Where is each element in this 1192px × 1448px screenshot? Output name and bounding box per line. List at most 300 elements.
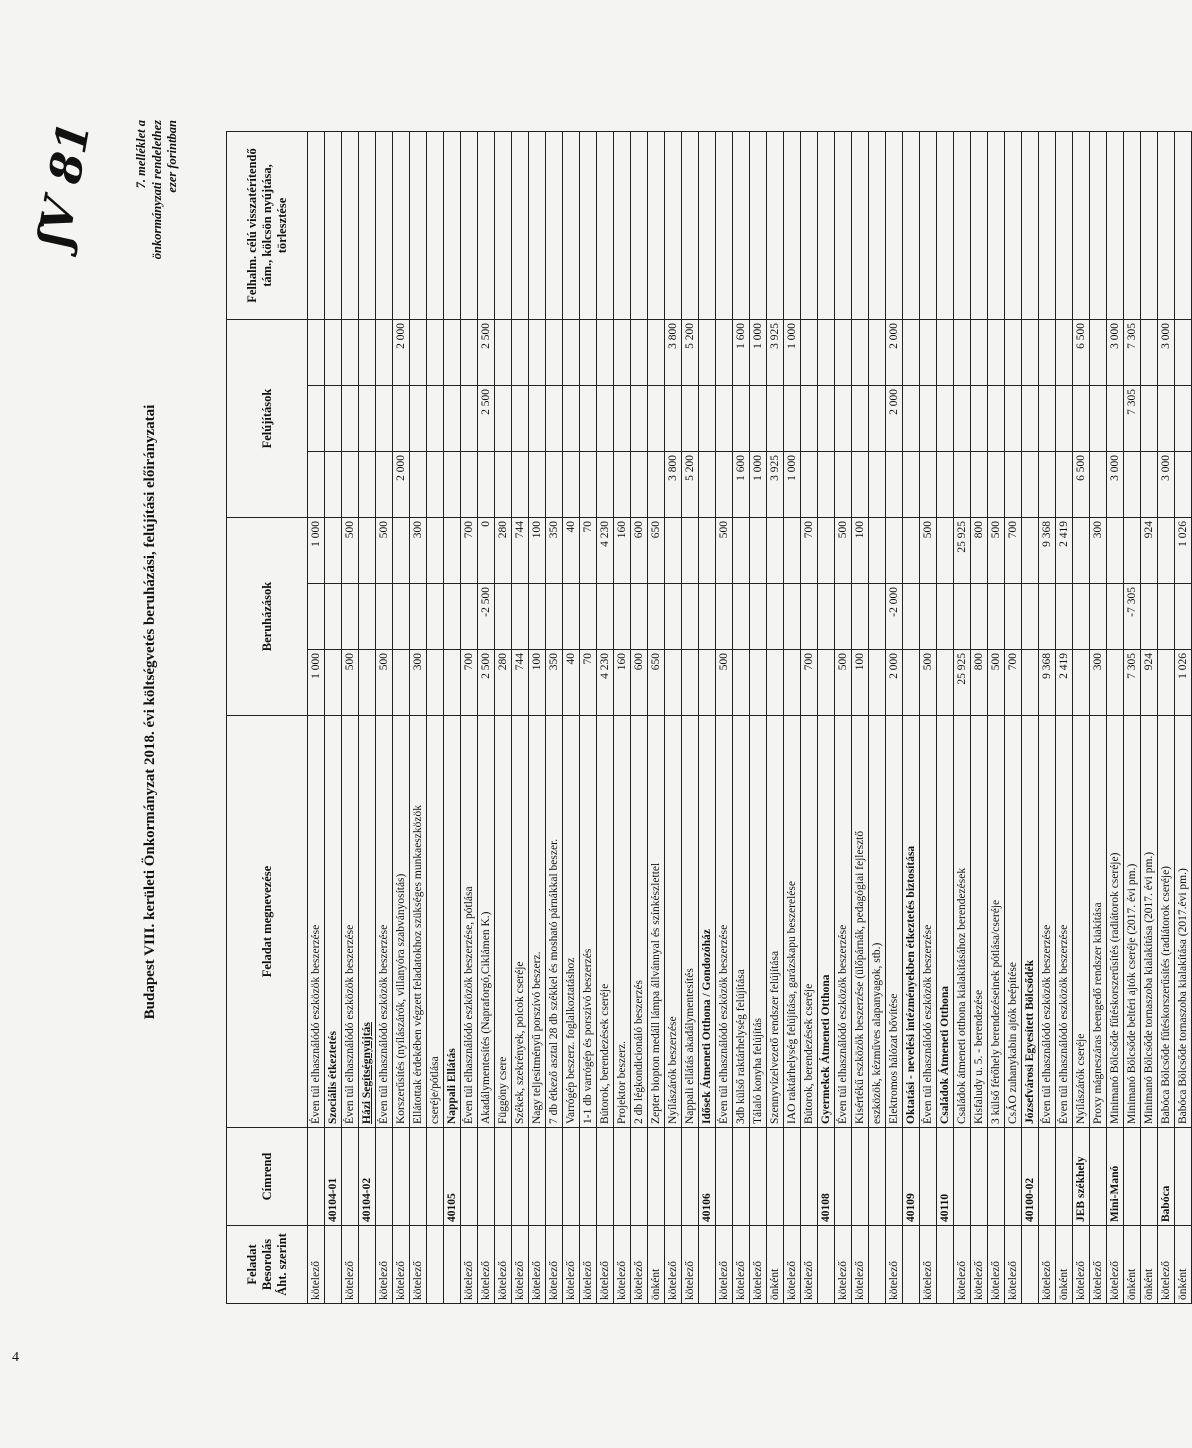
cell-c4: 500	[716, 650, 733, 716]
cell-c5	[954, 584, 971, 650]
cell-c1: kötelező	[1090, 1226, 1107, 1304]
cell-c7: 3 925	[767, 452, 784, 518]
cell-c10	[410, 132, 427, 320]
cell-c8	[444, 386, 461, 452]
cell-c6: 1 026	[1175, 518, 1192, 584]
cell-c4: 350	[546, 650, 563, 716]
cell-c4	[1073, 650, 1090, 716]
budget-table	[226, 131, 1192, 1304]
table-row	[376, 132, 393, 1304]
cell-c5	[869, 584, 886, 650]
cell-c1: kötelező	[410, 1226, 427, 1304]
cell-c3: Szociális étkeztetés	[325, 716, 342, 1128]
cell-c10	[393, 132, 410, 320]
cell-c1: kötelező	[342, 1226, 359, 1304]
cell-c3: Éven túl elhasználódó eszközök beszerzése	[308, 716, 325, 1128]
cell-c5	[580, 584, 597, 650]
cell-c4: 600	[631, 650, 648, 716]
cell-c2: JEB székhely	[1073, 1128, 1090, 1226]
cell-c3: Bútorok, berendezések cseréje	[801, 716, 818, 1128]
cell-c8	[597, 386, 614, 452]
table-row	[750, 132, 767, 1304]
cell-c1	[699, 1226, 716, 1304]
cell-c9	[563, 320, 580, 386]
cell-c1	[869, 1226, 886, 1304]
cell-c5	[682, 584, 699, 650]
table-row	[1005, 132, 1022, 1304]
cell-c10	[512, 132, 529, 320]
cell-c5	[920, 584, 937, 650]
cell-c2	[784, 1128, 801, 1226]
cell-c4: 4 230	[597, 650, 614, 716]
cell-c4: 300	[410, 650, 427, 716]
table-row	[495, 132, 512, 1304]
cell-c3: Oktatási - nevelési intézményekben étkeztetés biztosítása	[903, 716, 920, 1128]
cell-c5	[461, 584, 478, 650]
cell-c4: 100	[852, 650, 869, 716]
table-row	[478, 132, 495, 1304]
cell-c4	[699, 650, 716, 716]
cell-c2: 40105	[444, 1128, 461, 1226]
cell-c6	[682, 518, 699, 584]
cell-c8	[818, 386, 835, 452]
cell-c4: 25 925	[954, 650, 971, 716]
cell-c1	[937, 1226, 954, 1304]
table-row	[1056, 132, 1073, 1304]
cell-c1: kötelező	[461, 1226, 478, 1304]
cell-c6: 800	[971, 518, 988, 584]
annex-line: önkormányzati rendelethez	[149, 120, 164, 260]
cell-c5	[988, 584, 1005, 650]
cell-c2	[1056, 1128, 1073, 1226]
cell-c1: kötelező	[631, 1226, 648, 1304]
table-row	[988, 132, 1005, 1304]
cell-c10	[1056, 132, 1073, 320]
cell-c9	[529, 320, 546, 386]
cell-c3: Éven túl elhasználódó eszközök beszerzése	[342, 716, 359, 1128]
cell-c3: Kisfaludy u. 5. - berendezése	[971, 716, 988, 1128]
cell-c10	[1005, 132, 1022, 320]
cell-c2: 40104-01	[325, 1128, 342, 1226]
cell-c5	[325, 584, 342, 650]
cell-c7: 3 000	[1107, 452, 1124, 518]
cell-c9	[512, 320, 529, 386]
table-row	[767, 132, 784, 1304]
cell-c4: 7 305	[1124, 650, 1141, 716]
cell-c3: 7 db étkező asztal 28 db székkel és mosható párnákkal beszer.	[546, 716, 563, 1128]
cell-c10	[308, 132, 325, 320]
cell-c10	[852, 132, 869, 320]
cell-c9: 3 925	[767, 320, 784, 386]
cell-c3: Nappali Ellátás	[444, 716, 461, 1128]
cell-c2: Babóca	[1158, 1128, 1175, 1226]
cell-c10	[563, 132, 580, 320]
cell-c8	[784, 386, 801, 452]
cell-c9	[359, 320, 376, 386]
cell-c6: 500	[920, 518, 937, 584]
cell-c2	[461, 1128, 478, 1226]
cell-c3: Éven túl elhasználódó eszközök beszerzése, pótlása	[461, 716, 478, 1128]
table-row	[1022, 132, 1039, 1304]
cell-c9	[495, 320, 512, 386]
cell-c10	[784, 132, 801, 320]
cell-c10	[1039, 132, 1056, 320]
cell-c10	[903, 132, 920, 320]
cell-c5	[750, 584, 767, 650]
cell-c8	[410, 386, 427, 452]
cell-c1: önként	[1141, 1226, 1158, 1304]
cell-c9	[954, 320, 971, 386]
cell-c1: kötelező	[886, 1226, 903, 1304]
cell-c2	[1005, 1128, 1022, 1226]
table-row	[716, 132, 733, 1304]
cell-c7	[563, 452, 580, 518]
cell-c3: Minimanó Bölcsőde tornaszoba kialakítása (2017. évi pm.)	[1141, 716, 1158, 1128]
cell-c10	[886, 132, 903, 320]
cell-c5	[393, 584, 410, 650]
cell-c8	[1005, 386, 1022, 452]
cell-c8	[1039, 386, 1056, 452]
cell-c8	[512, 386, 529, 452]
cell-c9	[427, 320, 444, 386]
cell-c6	[444, 518, 461, 584]
col-header-felhalm: Felhalm. célú visszatérítendő tám., kölcsön nyújtása, törlesztése	[227, 132, 308, 320]
cell-c6: 4 230	[597, 518, 614, 584]
cell-c2	[308, 1128, 325, 1226]
cell-c1	[359, 1226, 376, 1304]
cell-c8	[1056, 386, 1073, 452]
cell-c2	[682, 1128, 699, 1226]
table-row	[563, 132, 580, 1304]
cell-c2: 40109	[903, 1128, 920, 1226]
cell-c9	[325, 320, 342, 386]
cell-c4: 700	[461, 650, 478, 716]
cell-c6: 1 000	[308, 518, 325, 584]
cell-c7	[954, 452, 971, 518]
cell-c3: 3db külső raktárhelység felújítása	[733, 716, 750, 1128]
col-header-cimrend: Címrend	[227, 1128, 308, 1226]
cell-c1: kötelező	[1107, 1226, 1124, 1304]
cell-c7: 6 500	[1073, 452, 1090, 518]
cell-c6: 300	[1090, 518, 1107, 584]
cell-c2	[852, 1128, 869, 1226]
cell-c5	[427, 584, 444, 650]
cell-c9	[699, 320, 716, 386]
cell-c7	[342, 452, 359, 518]
cell-c8	[699, 386, 716, 452]
table-row	[699, 132, 716, 1304]
cell-c6: 650	[648, 518, 665, 584]
cell-c10	[869, 132, 886, 320]
cell-c9	[461, 320, 478, 386]
table-row	[886, 132, 903, 1304]
cell-c9	[631, 320, 648, 386]
cell-c6	[359, 518, 376, 584]
cell-c8: 7 305	[1124, 386, 1141, 452]
cell-c7	[580, 452, 597, 518]
cell-c9	[818, 320, 835, 386]
cell-c9: 3 000	[1107, 320, 1124, 386]
table-row	[1175, 132, 1192, 1304]
cell-c7	[1090, 452, 1107, 518]
cell-c10	[1090, 132, 1107, 320]
cell-c8	[937, 386, 954, 452]
cell-c2	[529, 1128, 546, 1226]
cell-c4: 2 000	[886, 650, 903, 716]
cell-c10	[750, 132, 767, 320]
cell-c5	[410, 584, 427, 650]
cell-c9	[648, 320, 665, 386]
table-row	[614, 132, 631, 1304]
cell-c6: 280	[495, 518, 512, 584]
cell-c9: 6 500	[1073, 320, 1090, 386]
cell-c8	[308, 386, 325, 452]
cell-c10	[1158, 132, 1175, 320]
cell-c2	[648, 1128, 665, 1226]
cell-c7	[546, 452, 563, 518]
cell-c8	[393, 386, 410, 452]
table-row	[359, 132, 376, 1304]
table-row	[1090, 132, 1107, 1304]
cell-c5	[801, 584, 818, 650]
cell-c10	[971, 132, 988, 320]
cell-c7	[648, 452, 665, 518]
cell-c3: Kisértékű eszközök beszerzése (ülőpárnák, pedagógiai fejlesztő	[852, 716, 869, 1128]
cell-c3: Éven túl elhasználódó eszközök beszerzése	[920, 716, 937, 1128]
cell-c3: Minimanó Bölcsőde beltéri ajtók cseréje (2017. évi pm.)	[1124, 716, 1141, 1128]
cell-c3: Nagy teljesítményű porszívó beszerz.	[529, 716, 546, 1128]
cell-c3: Családok Átmeneti Otthona	[937, 716, 954, 1128]
cell-c7	[478, 452, 495, 518]
cell-c7	[461, 452, 478, 518]
cell-c2	[376, 1128, 393, 1226]
cell-c5	[716, 584, 733, 650]
cell-c10	[937, 132, 954, 320]
cell-c1: kötelező	[750, 1226, 767, 1304]
cell-c4	[682, 650, 699, 716]
cell-c4: 1 026	[1175, 650, 1192, 716]
cell-c3: IAO raktárhelység felújítása, garázskapu beszerelése	[784, 716, 801, 1128]
cell-c10	[529, 132, 546, 320]
cell-c6	[427, 518, 444, 584]
table-row	[444, 132, 461, 1304]
cell-c7	[1039, 452, 1056, 518]
cell-c8	[342, 386, 359, 452]
cell-c6: 600	[631, 518, 648, 584]
cell-c10	[376, 132, 393, 320]
cell-c10	[835, 132, 852, 320]
cell-c6	[1124, 518, 1141, 584]
cell-c2	[580, 1128, 597, 1226]
cell-c1	[818, 1226, 835, 1304]
cell-c2	[1141, 1128, 1158, 1226]
cell-c2	[614, 1128, 631, 1226]
cell-c3: 2 db légkondicionáló beszerzés	[631, 716, 648, 1128]
cell-c10	[461, 132, 478, 320]
cell-c7	[495, 452, 512, 518]
cell-c7	[971, 452, 988, 518]
cell-c2: 40110	[937, 1128, 954, 1226]
table-row	[512, 132, 529, 1304]
cell-c2: 40104-02	[359, 1128, 376, 1226]
cell-c7	[818, 452, 835, 518]
table-row	[818, 132, 835, 1304]
cell-c2	[869, 1128, 886, 1226]
cell-c3: Tálaló konyha felújítás	[750, 716, 767, 1128]
cell-c8	[665, 386, 682, 452]
cell-c10	[1073, 132, 1090, 320]
cell-c5	[903, 584, 920, 650]
cell-c4	[665, 650, 682, 716]
cell-c8	[1022, 386, 1039, 452]
cell-c6: 160	[614, 518, 631, 584]
cell-c1: kötelező	[682, 1226, 699, 1304]
cell-c3: Székek, szekrények, polcok cseréje	[512, 716, 529, 1128]
cell-c2	[835, 1128, 852, 1226]
cell-c5	[1175, 584, 1192, 650]
cell-c8	[1158, 386, 1175, 452]
cell-c8	[529, 386, 546, 452]
cell-c8	[988, 386, 1005, 452]
cell-c2	[342, 1128, 359, 1226]
cell-c8	[852, 386, 869, 452]
cell-c8	[1073, 386, 1090, 452]
cell-c10	[631, 132, 648, 320]
cell-c5	[1039, 584, 1056, 650]
cell-c6: 300	[410, 518, 427, 584]
cell-c4	[444, 650, 461, 716]
annex-line: 7. melléklet a	[134, 120, 148, 189]
cell-c1	[427, 1226, 444, 1304]
cell-c3: Proxy mágneszáras beengedő rendszer kiakítása	[1090, 716, 1107, 1128]
cell-c3: Minimanó Bölcsőde fűtéskorszerűsítés (radiátorok cseréje)	[1107, 716, 1124, 1128]
cell-c1: kötelező	[1005, 1226, 1022, 1304]
cell-c1: kötelező	[665, 1226, 682, 1304]
cell-c5	[852, 584, 869, 650]
cell-c9	[308, 320, 325, 386]
cell-c9	[597, 320, 614, 386]
cell-c8	[1141, 386, 1158, 452]
cell-c7: 3 000	[1158, 452, 1175, 518]
cell-c7	[988, 452, 1005, 518]
cell-c10	[954, 132, 971, 320]
cell-c5	[699, 584, 716, 650]
cell-c4	[325, 650, 342, 716]
cell-c6	[750, 518, 767, 584]
cell-c5	[631, 584, 648, 650]
cell-c1: kötelező	[597, 1226, 614, 1304]
cell-c2	[1039, 1128, 1056, 1226]
cell-c9	[801, 320, 818, 386]
table-row	[342, 132, 359, 1304]
cell-c4: 500	[988, 650, 1005, 716]
cell-c2	[886, 1128, 903, 1226]
cell-c7	[699, 452, 716, 518]
cell-c8	[495, 386, 512, 452]
cell-c6: 500	[376, 518, 393, 584]
cell-c5	[648, 584, 665, 650]
cell-c4	[359, 650, 376, 716]
cell-c9: 1 600	[733, 320, 750, 386]
cell-c1: kötelező	[716, 1226, 733, 1304]
cell-c3: Bútorok, berendezések cseréje	[597, 716, 614, 1128]
cell-c5	[665, 584, 682, 650]
cell-c7	[920, 452, 937, 518]
cell-c3: Idősek Átmeneti Otthona / Gondozóház	[699, 716, 716, 1128]
cell-c8	[869, 386, 886, 452]
cell-c1: kötelező	[529, 1226, 546, 1304]
cell-c1: kötelező	[1158, 1226, 1175, 1304]
cell-c5	[818, 584, 835, 650]
cell-c4: 9 368	[1039, 650, 1056, 716]
cell-c4	[903, 650, 920, 716]
cell-c1: kötelező	[512, 1226, 529, 1304]
table-row	[427, 132, 444, 1304]
cell-c8	[631, 386, 648, 452]
cell-c8	[920, 386, 937, 452]
cell-c3: Éven túl elhasználódó eszközök beszerzése	[1039, 716, 1056, 1128]
table-row	[869, 132, 886, 1304]
cell-c1: kötelező	[988, 1226, 1005, 1304]
cell-c3: Éven túl elhasználódó eszközök beszerzése	[376, 716, 393, 1128]
cell-c9	[869, 320, 886, 386]
cell-c9: 2 500	[478, 320, 495, 386]
cell-c4: 800	[971, 650, 988, 716]
cell-c3: Függöny csere	[495, 716, 512, 1128]
cell-c5	[444, 584, 461, 650]
cell-c1: önként	[767, 1226, 784, 1304]
cell-c2	[665, 1128, 682, 1226]
cell-c10	[427, 132, 444, 320]
col-header-felujitasok: Felújítások	[227, 320, 308, 518]
cell-c9	[1022, 320, 1039, 386]
cell-c4: 924	[1141, 650, 1158, 716]
cell-c7	[1124, 452, 1141, 518]
cell-c4	[1022, 650, 1039, 716]
cell-c3: Éven túl elhasználódó eszközök beszerzése	[835, 716, 852, 1128]
cell-c7: 1 000	[750, 452, 767, 518]
cell-c6: 500	[988, 518, 1005, 584]
table-row	[308, 132, 325, 1304]
cell-c8	[580, 386, 597, 452]
cell-c9	[580, 320, 597, 386]
cell-c8	[835, 386, 852, 452]
cell-c2	[512, 1128, 529, 1226]
cell-c9	[376, 320, 393, 386]
cell-c1: kötelező	[614, 1226, 631, 1304]
cell-c8	[801, 386, 818, 452]
cell-c10	[682, 132, 699, 320]
cell-c3: Varrógép beszerz. foglalkoztatáshoz	[563, 716, 580, 1128]
cell-c6: 0	[478, 518, 495, 584]
cell-c3: Nyílászárók cseréje	[1073, 716, 1090, 1128]
cell-c9	[852, 320, 869, 386]
cell-c6	[393, 518, 410, 584]
cell-c9	[410, 320, 427, 386]
cell-c6: 700	[801, 518, 818, 584]
cell-c6	[869, 518, 886, 584]
cell-c1: kötelező	[835, 1226, 852, 1304]
cell-c7	[869, 452, 886, 518]
cell-c2	[427, 1128, 444, 1226]
cell-c5	[563, 584, 580, 650]
cell-c10	[988, 132, 1005, 320]
cell-c7	[1005, 452, 1022, 518]
cell-c3: Korszerűsítés (nyílászárók, villanyóra szabványosítás)	[393, 716, 410, 1128]
cell-c1: kötelező	[784, 1226, 801, 1304]
cell-c4	[393, 650, 410, 716]
cell-c1: kötelező	[546, 1226, 563, 1304]
